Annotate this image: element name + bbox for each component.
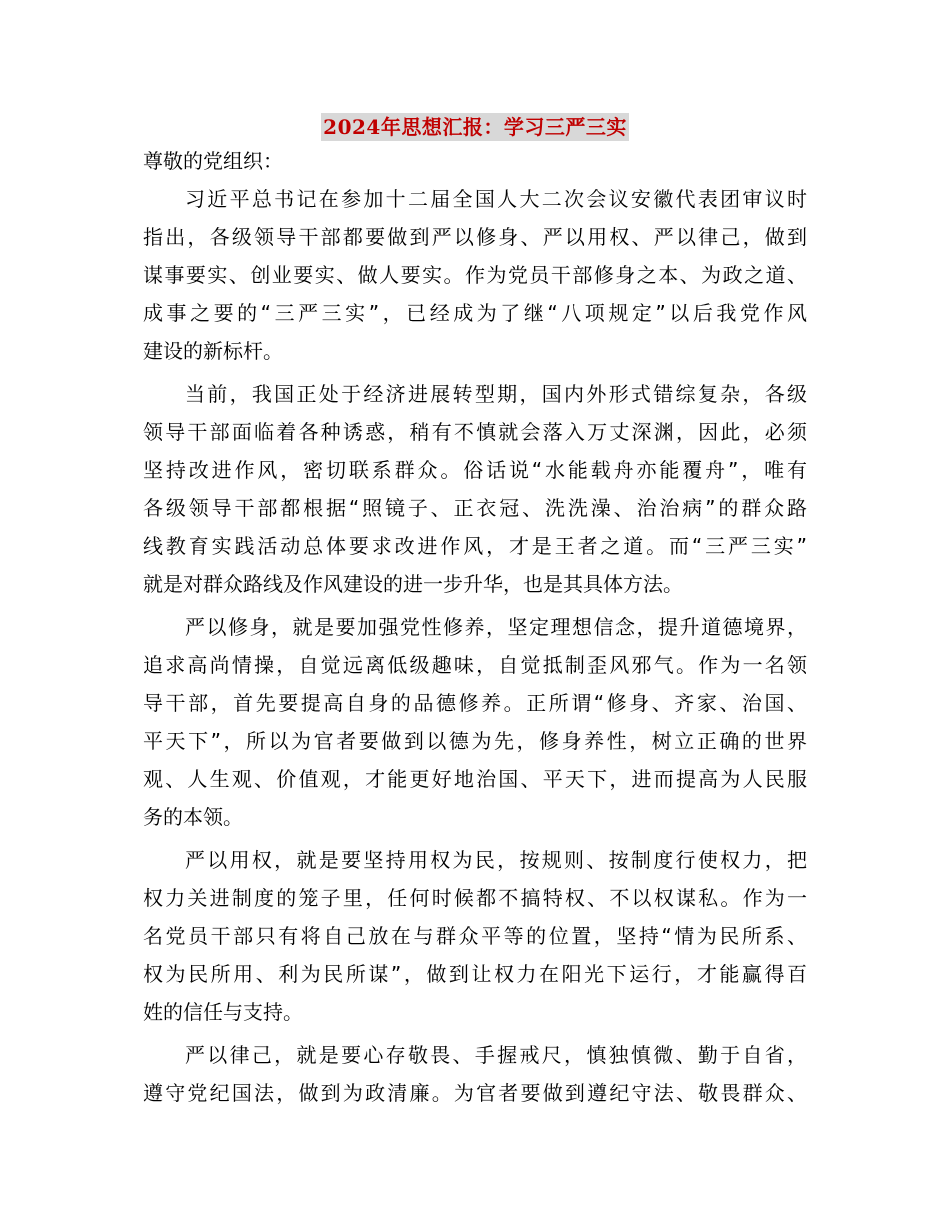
- text-line: 成事之要的“三严三实”，已经成为了继“八项规定”以后我党作风: [143, 301, 807, 325]
- text-line: 就是对群众路线及作风建设的进一步升华，也是其具体方法。: [143, 572, 683, 596]
- text-line: 领导干部面临着各种诱惑，稍有不慎就会落入万丈深渊，因此，必须: [143, 420, 807, 444]
- text-line: 坚持改进作风，密切联系群众。俗话说“水能载舟亦能覆舟”，唯有: [143, 458, 807, 482]
- text-line: 务的本领。: [143, 805, 243, 829]
- text-line: 习近平总书记在参加十二届全国人大二次会议安徽代表团审议时: [185, 187, 807, 211]
- text-line: 遵守党纪国法，做到为政清廉。为官者要做到遵纪守法、敬畏群众、: [143, 1081, 807, 1105]
- paragraph-5: [143, 1036, 807, 1112]
- paragraph-2: [143, 375, 807, 603]
- text-line: 权力关进制度的笼子里，任何时候都不搞特权、不以权谋私。作为一: [143, 886, 807, 910]
- text-line: 追求高尚情操，自觉远离低级趣味，自觉抵制歪风邪气。作为一名领: [143, 653, 807, 677]
- salutation: 尊敬的党组织：: [143, 149, 283, 173]
- document-title: 2024年思想汇报：学习三严三实: [323, 115, 627, 139]
- text-line: 线教育实践活动总体要求改进作风，才是王者之道。而“三严三实”: [143, 534, 807, 558]
- document-body: [143, 142, 807, 1112]
- text-line: 观、人生观、价值观，才能更好地治国、平天下，进而提高为人民服: [143, 767, 807, 791]
- paragraph-3: [143, 608, 807, 836]
- text-line: 建设的新标杆。: [143, 339, 283, 363]
- text-line: 谋事要实、创业要实、做人要实。作为党员干部修身之本、为政之道、: [143, 263, 807, 287]
- text-line: 平天下”，所以为官者要做到以德为先，修身养性，树立正确的世界: [143, 729, 807, 753]
- text-line: 姓的信任与支持。: [143, 1000, 303, 1024]
- text-line: 权为民所用、利为民所谋”，做到让权力在阳光下运行，才能赢得百: [143, 962, 807, 986]
- text-line: 名党员干部只有将自己放在与群众平等的位置，坚持“情为民所系、: [143, 924, 807, 948]
- paragraph-4: [143, 841, 807, 1031]
- title-container: [0, 113, 950, 141]
- text-line: 各级领导干部都根据“照镜子、正衣冠、洗洗澡、治治病”的群众路: [143, 496, 807, 520]
- text-line: 导干部，首先要提高自身的品德修养。正所谓“修身、齐家、治国、: [143, 691, 807, 715]
- text-line: 指出，各级领导干部都要做到严以修身、严以用权、严以律己，做到: [143, 225, 807, 249]
- paragraph-1: [143, 180, 807, 370]
- text-line: 当前，我国正处于经济进展转型期，国内外形式错综复杂，各级: [185, 382, 807, 406]
- text-line: 严以用权，就是要坚持用权为民，按规则、按制度行使权力，把: [185, 848, 807, 872]
- text-line: 严以修身，就是要加强党性修养，坚定理想信念，提升道德境界，: [185, 615, 807, 639]
- text-line: 严以律己，就是要心存敬畏、手握戒尺，慎独慎微、勤于自省，: [185, 1043, 807, 1067]
